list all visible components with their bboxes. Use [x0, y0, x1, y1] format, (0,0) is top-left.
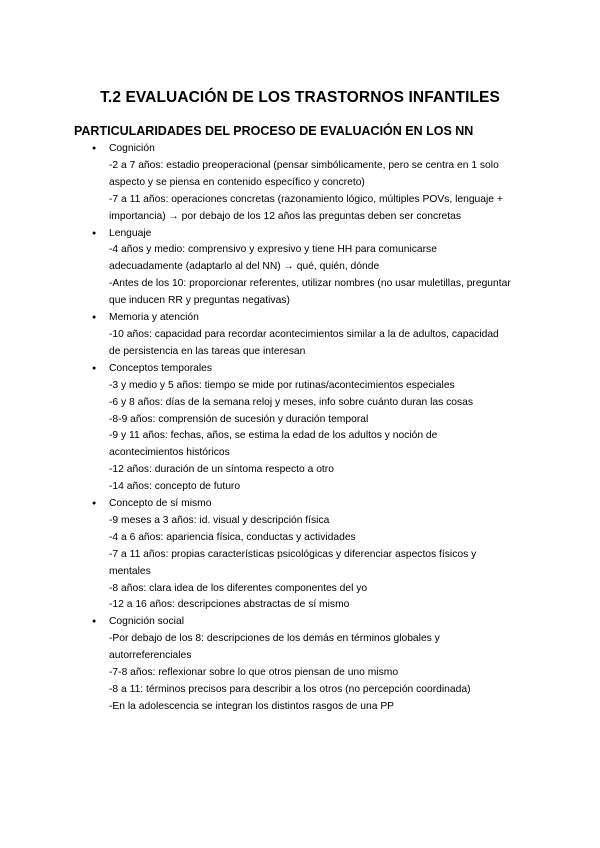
list-item-title: Conceptos temporales — [109, 362, 213, 374]
list-item-title: Cognición social — [109, 616, 184, 628]
list-item-detail: -9 meses a 3 años: id. visual y descripción física — [109, 514, 330, 526]
list-item-detail: -7-8 años: reflexionar sobre lo que otros piensan de uno mismo — [109, 667, 399, 679]
list-item-title: Cognición — [109, 143, 155, 154]
list-item-detail: -9 y 11 años: fechas, años, se estima la edad de los adultos y noción de acontecimientos históricos — [109, 430, 438, 459]
list-item — [92, 310, 512, 361]
list-item-detail: -3 y medio y 5 años: tiempo se mide por rutinas/acontecimientos especiales — [109, 379, 455, 391]
list-item — [92, 361, 512, 496]
list-item-title: Concepto de sí mismo — [109, 498, 212, 510]
bullet-icon: ● — [92, 500, 97, 508]
list-item-title: Memoria y atención — [109, 312, 199, 324]
list-item-detail: -Antes de los 10: proporcionar referentes, utilizar nombres (no usar muletillas, preguntar que inducen RR y preguntas negativas) — [109, 278, 511, 307]
bullet-icon: ● — [92, 618, 97, 626]
list-item-detail: -8-9 años: comprensión de sucesión y duración temporal — [109, 413, 369, 425]
bullet-list — [92, 141, 512, 716]
list-item-detail: -En la adolescencia se integran los distintos rasgos de una PP — [109, 700, 395, 712]
bullet-icon: ● — [92, 314, 97, 322]
list-item-title: Lenguaje — [109, 227, 152, 239]
list-item — [92, 226, 512, 311]
bullet-icon: ● — [92, 145, 97, 152]
list-item-detail: -12 a 16 años: descripciones abstractas de sí mismo — [109, 599, 350, 611]
list-item-detail: -4 a 6 años: apariencia física, conductas y actividades — [109, 531, 356, 543]
list-item-detail: -12 años: duración de un síntoma respecto a otro — [109, 464, 334, 476]
list-item — [92, 496, 512, 614]
list-item-detail: -Por debajo de los 8: descripciones de los demás en términos globales y autorreferenciales — [109, 633, 440, 662]
list-item-detail: -14 años: concepto de futuro — [109, 481, 241, 493]
document-title: T.2 EVALUACIÓN DE LOS TRASTORNOS INFANTILES — [100, 89, 500, 106]
list-item-detail: -8 años: clara idea de los diferentes componentes del yo — [109, 582, 368, 594]
list-item-detail: -10 años: capacidad para recordar acontecimientos similar a la de adultos, capacidad de persistencia en las tareas que interesan — [109, 328, 499, 357]
bullet-icon: ● — [92, 364, 97, 372]
list-item — [92, 141, 512, 226]
section-heading: PARTICULARIDADES DEL PROCESO DE EVALUACIÓN EN LOS NN — [74, 124, 474, 138]
list-item-detail: -4 años y medio: comprensivo y expresivo y tiene HH para comunicarse adecuadamente (adaptarlo al del NN) → qué, quién, dónde — [109, 244, 437, 273]
list-item-detail: -8 a 11: términos precisos para describir a los otros (no percepción coordinada) — [109, 684, 471, 695]
list-item-detail: -6 y 8 años: días de la semana reloj y meses, info sobre cuánto duran las cosas — [109, 396, 474, 408]
list-item-detail: -2 a 7 años: estadio preoperacional (pensar simbólicamente, pero se centra en 1 solo aspecto y se piensa en contenido específico y concreto) — [109, 159, 499, 188]
bullet-icon: ● — [92, 229, 97, 237]
list-item-detail: -7 a 11 años: propias características psicológicas y diferenciar aspectos físicos y mentales — [109, 548, 477, 577]
list-item-detail: -7 a 11 años: operaciones concretas (razonamiento lógico, múltiples POVs, lenguaje + importancia) → por debajo de los 12 años las preguntas deben ser concretas — [109, 193, 503, 222]
list-item — [92, 614, 512, 715]
